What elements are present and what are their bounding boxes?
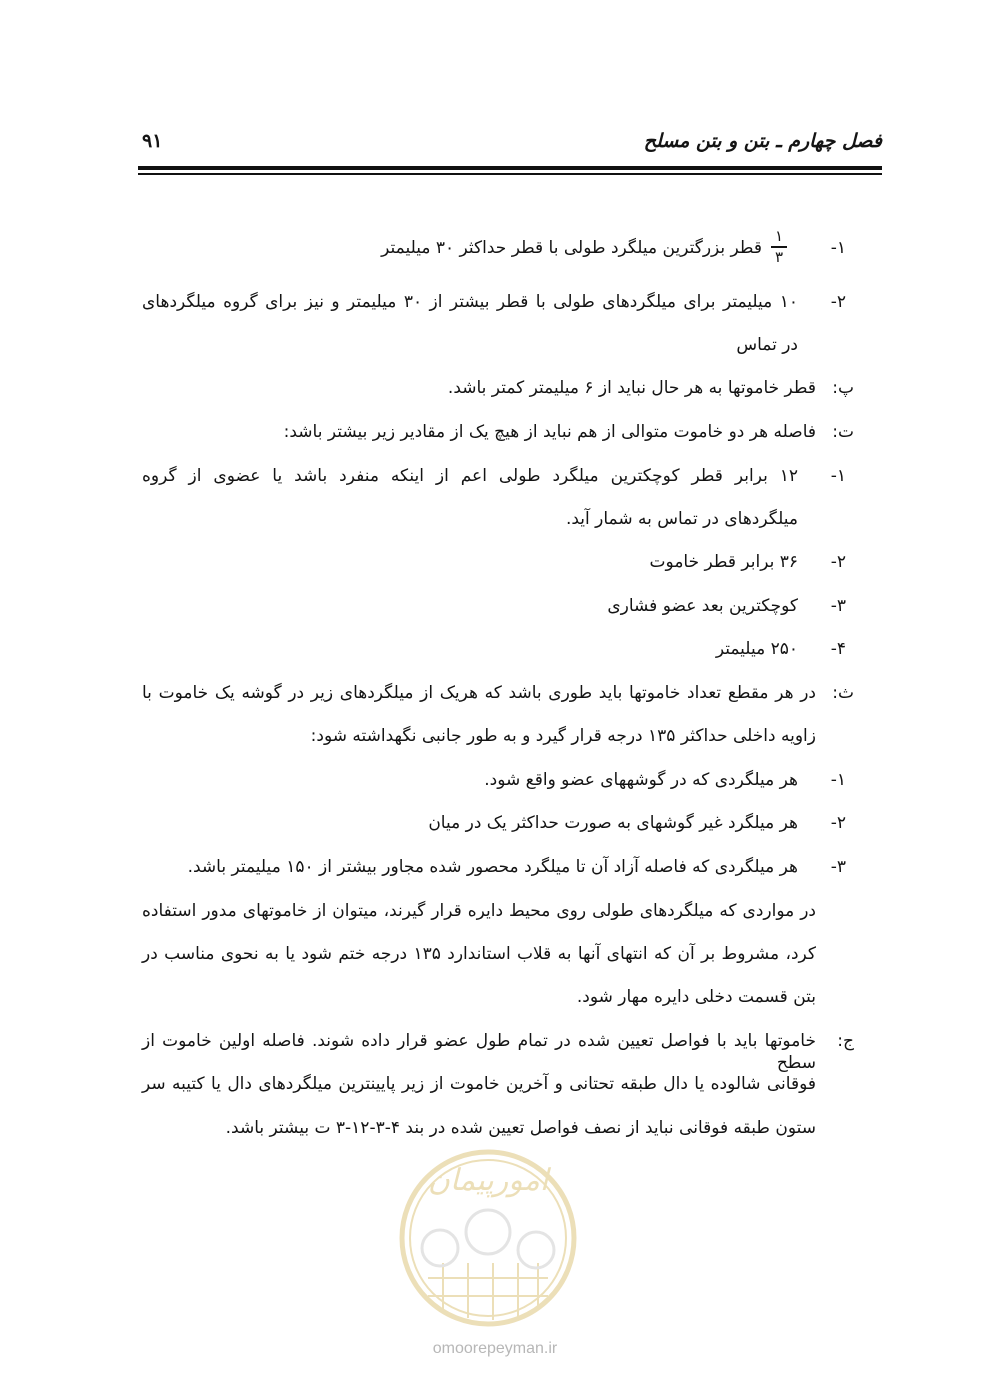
fraction-denominator: ۳: [774, 247, 784, 266]
item-marker: ۴-: [830, 639, 846, 659]
item-marker: ۲-: [830, 552, 846, 572]
item-text: کوچکترین بعد عضو فشاری: [607, 596, 798, 616]
clause-marker: ج:: [837, 1031, 854, 1051]
item-marker: ۲-: [830, 813, 846, 833]
item-marker: ۱-: [830, 238, 846, 258]
item-marker: ۱-: [830, 770, 846, 790]
item-marker: ۱-: [830, 466, 846, 486]
clause-text-line: فوقانی شالوده یا دال طبقه تحتانی و آخرین خاموت از زیر پایینترین میلگردهای دال یا کتیبه سر: [142, 1074, 816, 1094]
item-marker: ۲-: [830, 292, 846, 312]
item-marker: ۳-: [830, 596, 846, 616]
item-text-line: در تماس: [736, 335, 798, 355]
paragraph-line: در مواردی که میلگردهای طولی روی محیط دایره قرار گیرند، میتوان از خاموتهای مدور استفاده: [142, 901, 816, 921]
header-rule-thick: [138, 166, 882, 170]
paragraph-line: بتن قسمت دخلی دایره مهار شود.: [576, 987, 816, 1007]
item-text-line: ۱۲ برابر قطر کوچکترین میلگرد طولی اعم از اینکه منفرد باشد یا عضوی از گروه: [142, 466, 798, 486]
clause-text-line: زاویه داخلی حداکثر ۱۳۵ درجه قرار گیرد و به طور جانبی نگهداشته شود:: [310, 726, 816, 746]
clause-text: قطر خاموتها به هر حال نباید از ۶ میلیمتر کمتر باشد.: [447, 378, 816, 398]
chapter-title: فصل چهارم ـ بتن و بتن مسلح: [643, 130, 882, 152]
header-rule-thin: [138, 173, 882, 175]
item-text: ۲۵۰ میلیمتر: [715, 639, 798, 659]
item-text: قطر بزرگترین میلگرد طولی با قطر حداکثر ۳۰ میلیمتر: [381, 238, 762, 258]
watermark-site: omoorepeyman.ir: [432, 1340, 558, 1357]
watermark-logo-text: امورپیمان: [427, 1163, 549, 1198]
clause-marker: پ:: [832, 378, 854, 398]
item-text: هر میلگردی که فاصله آزاد آن تا میلگرد محصور شده مجاور بیشتر از ۱۵۰ میلیمتر باشد.: [187, 857, 798, 877]
clause-text: فاصله هر دو خاموت متوالی از هم نباید از هیچ یک از مقادیر زیر بیشتر باشد:: [283, 422, 816, 442]
clause-text-line: در هر مقطع تعداد خاموتها باید طوری باشد که هریک از میلگردهای زیر در گوشه یک خاموت با: [142, 683, 816, 703]
fraction-numerator: ۱: [774, 227, 784, 245]
paragraph-line: کرد، مشروط بر آن که انتهای آنها به قلاب استاندارد ۱۳۵ درجه ختم شود یا به نحوی مناسب در: [142, 944, 817, 964]
fraction-one-third: [770, 229, 788, 265]
page-header: [138, 126, 882, 162]
watermark-seal-icon: [388, 1128, 588, 1328]
item-marker: ۳-: [830, 857, 846, 877]
watermark-logo: [388, 1128, 588, 1328]
item-text: هر میلگرد غیر گوشهای به صورت حداکثر یک در میان: [428, 813, 798, 833]
clause-marker: ت:: [832, 422, 854, 442]
clause-marker: ث:: [832, 683, 854, 703]
item-text: ۳۶ برابر قطر خاموت: [649, 552, 798, 572]
page-number: ۹۱: [142, 130, 163, 152]
item-text-line: ۱۰ میلیمتر برای میلگردهای طولی با قطر بیشتر از ۳۰ میلیمتر و نیز برای گروه میلگردهای: [142, 292, 798, 312]
clause-text-line: خاموتها باید با فواصل تعیین شده در تمام طول عضو قرار داده شوند. فاصله اولین خاموت از سطح: [142, 1031, 816, 1073]
item-text: هر میلگردی که در گوشههای عضو واقع شود.: [484, 770, 798, 790]
clause-text-line: ستون طبقه فوقانی نباید از نصف فواصل تعیین شده در بند ۴-۳-۱۲-۳ ت بیشتر باشد.: [225, 1118, 816, 1138]
item-text-line: میلگردهای در تماس به شمار آید.: [565, 509, 798, 529]
